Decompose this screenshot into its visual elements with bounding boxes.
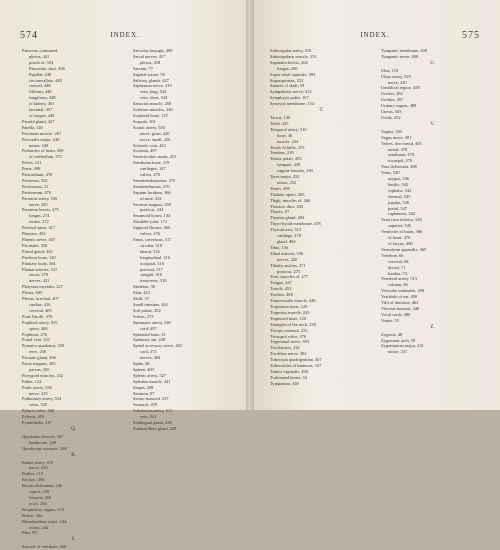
- index-entry: Tendons, 218: [270, 150, 294, 156]
- index-entry: Umbilical region, 458: [381, 85, 420, 91]
- index-subentry: plexus, 418: [140, 59, 161, 65]
- index-entry: Trigeminal nerve, 393: [270, 339, 309, 345]
- index-entry: Triangles of the neck, 238: [270, 321, 316, 327]
- index-entry: Vitreous humour, 446: [381, 305, 420, 311]
- index-subentry: filiform, 448: [29, 89, 52, 95]
- index-subentry: dorsal, 71: [388, 264, 406, 270]
- index-entry: Sacculus laryngis, 480: [133, 48, 173, 53]
- index-subentry: cartilages, 147: [140, 166, 166, 172]
- index-subentry: tympani, 449: [277, 162, 301, 168]
- index-entry: Scalenus muscles, 240: [133, 107, 173, 113]
- index-entry: Sclerotic coat, 442: [133, 142, 166, 148]
- index-entry: Parotid gland, 427: [22, 118, 55, 124]
- index-entry: Thigh, muscles of, 266: [270, 197, 311, 203]
- index-entry: Tarsus, 140: [270, 114, 291, 120]
- index-entry: Trapezoid bone, 120: [270, 315, 307, 321]
- index-subentry: straight, 316: [140, 272, 162, 278]
- index-letter-heading: Q.: [71, 427, 76, 432]
- index-entry: Peritoneum, 470: [22, 189, 52, 195]
- index-entry: Synovial membrane, 154: [270, 101, 315, 107]
- index-entry: Urinary organs, 489: [381, 103, 417, 109]
- index-entry: Spine, 66: [133, 361, 150, 367]
- index-entry: Pyloric valve, 460: [22, 408, 55, 414]
- index-subentry: longus, 274: [29, 213, 50, 219]
- index-entry: Subclavian artery, 511: [133, 408, 173, 414]
- index-subentry: cardiac, 416: [29, 301, 51, 307]
- index-entry: Plantar arteries, 537: [22, 266, 58, 272]
- index-entry: Subscapularis muscle, 251: [270, 53, 317, 59]
- index-entry: Plexus, brachial, 407: [22, 296, 59, 302]
- index-entry: Sterno-mastoid, 237: [133, 396, 169, 402]
- index-entry: Trapezium bone, 120: [270, 303, 308, 309]
- right-page: [250, 0, 500, 410]
- index-entry: Sciatic artery, 530: [133, 124, 165, 130]
- right-page-number: 575: [462, 30, 480, 41]
- index-subentry: vaginæ femoris, 269: [277, 168, 313, 174]
- index-subentry: lateral, 316: [140, 248, 160, 254]
- index-entry: Pineal gland, 365: [22, 248, 53, 254]
- index-entry: Popliteus, 276: [22, 331, 48, 337]
- index-subentry: valves, 478: [140, 172, 160, 178]
- index-subentry: jugular, 540: [388, 199, 410, 205]
- index-entry: Vestibule of ear, 450: [381, 294, 418, 300]
- index-subentry: lumbar, 74: [388, 270, 407, 276]
- index-entry: Platysma myoides, 227: [22, 284, 63, 290]
- index-subentry: occipital, 316: [140, 260, 164, 266]
- index-entry: Sigmoid flexure, 466: [133, 225, 171, 231]
- index-entry: Portal vein, 331: [22, 337, 50, 343]
- index-subentry: longitudinal, 316: [140, 254, 171, 260]
- index-entry: Vagus nerve, 401: [381, 134, 412, 140]
- index-entry: Trapezius muscle, 243: [270, 309, 310, 315]
- left-running-head: [20, 30, 230, 42]
- index-subentry: of kidney, 461: [29, 101, 55, 107]
- left-running-title: INDEX.: [110, 31, 140, 39]
- right-column-2: [381, 48, 484, 396]
- index-entry: Uvula, 452: [381, 114, 401, 120]
- index-entry: Zygomatic arch, 59: [381, 337, 416, 343]
- index-entry: Ureters, 494: [381, 91, 403, 97]
- index-entry: Splenius muscle, 241: [133, 378, 171, 384]
- index-letter-heading: Z.: [430, 324, 435, 330]
- index-subentry: circular, 318: [140, 242, 163, 248]
- index-entry: Turbinated bones, 54: [270, 374, 308, 380]
- index-entry: Sacrum, 77: [133, 65, 153, 71]
- index-subentry: capitis, 239: [29, 489, 50, 495]
- index-entry: Perineum, 502: [22, 177, 48, 183]
- index-entry: Submaxillary gland, 428: [133, 426, 177, 431]
- index-subentry: of tongue, 448: [29, 112, 55, 118]
- index-entry: Peroneal artery, 536: [22, 195, 58, 201]
- index-subentry: superior, 545: [388, 223, 411, 229]
- index-entry: Vermiform appendix, 465: [381, 246, 427, 252]
- index-entry: Veins, 539: [381, 170, 400, 176]
- index-subentry: basilic, 542: [388, 181, 409, 187]
- index-entry: Pharynx, 453: [22, 231, 46, 237]
- index-entry: Peroneus brevis, 275: [22, 207, 59, 213]
- index-subentry: posticus, 244: [140, 207, 164, 213]
- index-entry: Supra-renal capsules, 493: [270, 71, 316, 77]
- index-entry: Petrosal sinus, 317: [22, 225, 56, 231]
- index-subentry: plexus, 441: [29, 53, 50, 59]
- index-subentry: semilunar, 478: [388, 152, 414, 158]
- index-subentry: saphenous, 544: [388, 211, 416, 217]
- index-entry: Zygoma, 48: [381, 331, 403, 337]
- index-entry: Pterygoid muscles, 232: [22, 372, 64, 378]
- index-entry: Symphysis pubis, 167: [270, 95, 309, 101]
- index-subentry: cord, 497: [140, 325, 157, 331]
- index-subentry: minor, 252: [277, 179, 297, 185]
- index-entry: Pyramidalis, 247: [22, 420, 52, 426]
- index-entry: Popliteal artery, 535: [22, 319, 58, 325]
- index-subentry: muscle, 232: [277, 138, 299, 144]
- index-entry: Pulmonary artery, 524: [22, 396, 62, 402]
- index-entry: Rectus abdominis, 246: [22, 483, 63, 489]
- left-column-2: [133, 48, 236, 431]
- index-entry: Subscapular artery, 516: [270, 48, 312, 53]
- index-subentry: minor, 244: [29, 524, 49, 530]
- index-entry: Pons Varolii, 370: [22, 313, 53, 319]
- index-entry: Pleura, 483: [22, 290, 42, 296]
- index-subentry: nerve, 419: [29, 390, 48, 396]
- index-entry: Radius, 113: [22, 471, 43, 477]
- index-entry: Prostate gland, 496: [22, 355, 56, 361]
- index-entry: Pituitary body, 364: [22, 260, 56, 266]
- index-subentry: vein, short, 544: [140, 95, 168, 101]
- index-entry: Temporal artery, 510: [270, 126, 307, 132]
- index-entry: Tympanum, 449: [270, 380, 299, 386]
- index-entry: Thymus gland, 484: [270, 215, 305, 221]
- index-subentry: cervical, 405: [29, 307, 52, 313]
- index-entry: Saccule of vestibule, 450: [22, 544, 67, 550]
- index-entry: Sartorius muscle, 268: [133, 101, 172, 107]
- index-entry: Scapula, 101: [133, 118, 156, 124]
- index-entry: Tongue, 447: [270, 280, 292, 286]
- index-subentry: tertius, 272: [29, 219, 49, 225]
- index-subentry: parvus, 265: [29, 366, 50, 372]
- index-subentry: transverse, 318: [140, 278, 167, 284]
- index-subentry: Papillæ, 448: [29, 71, 51, 77]
- index-subentry: minor, 249: [29, 142, 49, 148]
- index-entry: Spinal accessory nerve, 402: [133, 343, 183, 349]
- index-subentry: lacrimal, 457: [29, 107, 53, 113]
- index-subentry: minor, 231: [388, 349, 408, 355]
- index-entry: Pisiform bone, 120: [22, 254, 56, 260]
- index-entry: Testes, 498: [270, 185, 290, 191]
- index-entry: Vocal cords, 480: [381, 311, 411, 317]
- index-letter-heading: S.: [71, 537, 76, 543]
- index-entry: Vertebral artery, 513: [381, 276, 417, 282]
- left-page-number: 574: [20, 30, 38, 41]
- index-entry: Soft palate, 452: [133, 307, 161, 313]
- index-subentry: longus, 260: [277, 65, 298, 71]
- index-entry: Patella, 140: [22, 124, 43, 130]
- index-entry: Urethra, 497: [381, 97, 404, 103]
- index-entry: Uterus, 503: [381, 109, 402, 115]
- index-entry: Tricuspid valve, 476: [270, 333, 307, 339]
- index-subentry: nerves, 404: [140, 355, 161, 361]
- book-gutter: [246, 0, 254, 410]
- index-entry: Soleus, 273: [133, 313, 154, 319]
- index-entry: Sacral nerves, 417: [133, 53, 166, 59]
- index-letter-heading: U.: [430, 60, 435, 66]
- index-entry: Sinus, cavernous, 317: [133, 237, 172, 242]
- index-entry: Semicircular canals, 451: [133, 154, 177, 160]
- index-entry: Sesamoid bones, 144: [133, 213, 171, 219]
- right-running-title: INDEX.: [360, 31, 390, 39]
- index-subentry: space, 268: [29, 325, 48, 331]
- index-entry: Supraspinatus, 252: [270, 77, 304, 83]
- index-entry: Pelvis, 121: [22, 160, 42, 166]
- index-subentry: cord, 373: [140, 349, 157, 355]
- index-entry: Psoas magnus, 265: [22, 361, 56, 367]
- index-entry: Pronator quadratus, 259: [22, 343, 65, 349]
- index-subentry: mitral, 478: [388, 146, 408, 152]
- index-entry: Trochanters, 132: [270, 345, 300, 351]
- index-entry: Sutures of skull, 59: [270, 83, 305, 89]
- index-subentry: of nose, 432: [140, 195, 162, 201]
- index-entry: Toes, muscles of, 277: [270, 274, 309, 280]
- index-subentry: femoris, 269: [29, 494, 52, 500]
- index-entry: Vertebræ, 66: [381, 252, 404, 258]
- index-entry: Sympathetic nerve, 414: [270, 89, 312, 95]
- index-subentry: cephalic, 542: [388, 187, 412, 193]
- index-entry: Skull, 37: [133, 296, 149, 302]
- right-index-columns: [270, 48, 484, 396]
- index-subentry: nerve, 410: [388, 79, 407, 85]
- index-entry: Saphenous nerve, 419: [133, 83, 172, 89]
- index-entry: Phrenic nerve, 407: [22, 237, 56, 242]
- index-entry: Vagina, 503: [381, 128, 402, 134]
- index-entry: Trochlear nerve, 392: [270, 351, 307, 357]
- index-subentry: cartilage, 478: [277, 233, 301, 239]
- index-letter-heading: R.: [71, 452, 76, 458]
- index-entry: Serratus magnus, 250: [133, 201, 171, 207]
- index-entry: Periosteum, 31: [22, 183, 49, 189]
- index-subentry: nerve, 410: [29, 465, 48, 471]
- index-entry: Supinator brevis, 262: [270, 59, 308, 65]
- index-entry: Tibial arteries, 536: [270, 250, 304, 256]
- index-entry: Sublingual gland, 428: [133, 420, 172, 426]
- index-entry: Teeth, 425: [270, 120, 289, 126]
- index-subentry: teres, 256: [29, 349, 47, 355]
- index-entry: Sagittal suture, 59: [133, 71, 165, 77]
- index-entry: Spermatic artery, 528: [133, 319, 171, 325]
- index-entry: Thorax, 87: [270, 209, 290, 215]
- index-entry: Transversalis muscle, 246: [270, 298, 316, 304]
- index-entry: Respiratory organs, 478: [22, 506, 64, 512]
- index-entry: Scaphoid bone, 119: [133, 112, 168, 118]
- index-entry: Septum lucidum, 366: [133, 189, 171, 195]
- index-subentry: nerves, 421: [29, 278, 50, 284]
- index-entry: Tympanic membrane, 449: [381, 48, 427, 53]
- index-subentry: circumvallate, 448: [29, 77, 62, 83]
- index-entry: Retina, 444: [22, 512, 43, 518]
- index-subentry: petrosal, 317: [140, 266, 163, 272]
- index-entry: Thalami optici, 365: [270, 191, 305, 197]
- left-column-1: [22, 48, 125, 550]
- index-entry: Pectineus muscle, 267: [22, 130, 62, 136]
- index-entry: Teres major, 252: [270, 174, 300, 180]
- index-subentry: vein, long, 544: [140, 89, 167, 95]
- index-subentry: of heart, 476: [388, 235, 411, 241]
- index-subentry: fungiform, 448: [29, 95, 56, 101]
- index-entry: Skeleton, 30: [133, 284, 155, 290]
- index-subentry: oculi, 236: [29, 500, 47, 506]
- index-subentry: nerve, 420: [29, 201, 48, 207]
- index-entry: Rhomboideus major, 244: [22, 518, 67, 524]
- index-entry: Ribs, 89: [22, 530, 37, 536]
- index-entry: Tendo Achillis, 273: [270, 144, 305, 150]
- index-entry: Splenic artery, 527: [133, 372, 166, 378]
- index-entry: Tunica vaginalis, 498: [270, 368, 308, 374]
- index-entry: Valves, ileo-cæcal, 465: [381, 140, 422, 146]
- index-entry: Pia mater, 358: [22, 242, 48, 248]
- index-entry: Semilunar bone, 119: [133, 160, 170, 166]
- index-entry: Ventricles of brain, 366: [381, 229, 423, 235]
- index-entry: Pylorus, 459: [22, 414, 45, 420]
- right-running-head: [270, 30, 480, 42]
- index-letter-heading: T.: [319, 108, 324, 114]
- index-entry: Tonsils, 453: [270, 286, 292, 292]
- index-subentry: vein, 541: [140, 414, 157, 420]
- index-subentry: femoral, 545: [388, 193, 411, 199]
- index-entry: Thyro-hyoid membrane, 478: [270, 221, 321, 227]
- index-subentry: nerves, 420: [277, 256, 298, 262]
- index-entry: Triceps extensor, 255: [270, 327, 308, 333]
- index-entry: Quadriceps extensor, 268: [22, 445, 67, 451]
- index-subentry: veins, 545: [29, 402, 48, 408]
- index-subentry: of cerebellum, 371: [29, 154, 63, 160]
- index-subentry: gland, 484: [277, 239, 296, 244]
- index-entry: Pericardium, 470: [22, 172, 53, 178]
- index-entry: Pancreas–continued.: [22, 48, 59, 53]
- index-entry: Semitendinosus, 270: [133, 183, 170, 189]
- index-subentry: Pancreatic duct, 406: [29, 65, 65, 71]
- index-subentry: lumborum, 248: [29, 439, 57, 445]
- index-entry: Penis, 498: [22, 166, 41, 172]
- index-subentry: azygos, 546: [388, 176, 409, 182]
- index-entry: Shoulder-joint, 172: [133, 219, 168, 225]
- index-subentry: cervical, 68: [388, 258, 409, 264]
- index-entry: Tensor palati, 453: [270, 156, 302, 162]
- index-entry: Sternum, 87: [133, 390, 155, 396]
- index-entry: Scrotum, 497: [133, 148, 157, 154]
- index-entry: Vesiculæ seminales, 498: [381, 288, 425, 294]
- index-entry: Peduncles of brain, 369: [22, 148, 64, 154]
- index-subentry: tricuspid, 476: [388, 158, 413, 164]
- index-entry: Pectoralis major, 249: [22, 136, 60, 142]
- index-entry: Ulna, 110: [381, 67, 399, 73]
- index-entry: Stomach, 459: [133, 402, 158, 408]
- index-entry: Pubes, 124: [22, 378, 42, 384]
- index-subentry: portal, 547: [388, 205, 408, 211]
- index-entry: Tubercula quadrigemina, 367: [270, 357, 322, 363]
- index-subentry: nerve, small, 420: [140, 136, 171, 142]
- index-entry: Thyroid axis, 513: [270, 227, 302, 233]
- index-subentry: bone, 46: [277, 132, 293, 138]
- index-letter-heading: V.: [430, 121, 435, 127]
- index-entry: Radial artery, 519: [22, 459, 54, 465]
- index-entry: Villi of intestine, 463: [381, 300, 419, 306]
- index-subentry: pouch of, 504: [29, 59, 54, 65]
- index-entry: Tuberosities of humerus, 107: [270, 363, 322, 369]
- index-subentry: fascia, 279: [29, 272, 49, 278]
- index-entry: Sphincter ani, 248: [133, 337, 166, 343]
- index-entry: Salivary glands, 427: [133, 77, 169, 83]
- index-subentry: conical, 448: [29, 83, 51, 89]
- index-subentry: posticus, 275: [277, 268, 301, 274]
- index-subentry: valves, 476: [140, 231, 160, 237]
- index-entry: Vena cava inferior, 546: [381, 217, 422, 223]
- index-entry: Ulnar artery, 520: [381, 73, 411, 79]
- index-entry: Vasa deferentia, 498: [381, 164, 417, 170]
- index-subentry: nerve, great, 420: [140, 130, 170, 136]
- index-entry: Skin, 423: [133, 290, 150, 296]
- index-entry: Zygomaticus major, 231: [381, 343, 424, 349]
- index-entry: Small intestine, 462: [133, 301, 169, 307]
- index-entry: Tibialis anticus, 271: [270, 262, 306, 268]
- right-column-1: [270, 48, 373, 396]
- index-subentry: column, 66: [388, 282, 408, 288]
- index-entry: Vomer, 55: [381, 317, 400, 323]
- index-entry: Sphenoid bone, 41: [133, 331, 166, 337]
- left-index-columns: [22, 48, 236, 550]
- index-entry: Spleen, 469: [133, 366, 154, 372]
- index-entry: Tibia, 136: [270, 244, 288, 250]
- index-entry: Stapes, 449: [133, 384, 154, 390]
- index-entry: Tympanic nerve, 400: [381, 53, 419, 59]
- index-entry: Thoracic duct, 549: [270, 203, 304, 209]
- index-entry: Pudic artery, 530: [22, 384, 52, 390]
- index-entry: Rectum, 466: [22, 477, 45, 483]
- index-subentry: of larynx, 480: [388, 241, 413, 246]
- index-entry: Semimembranosus, 270: [133, 177, 176, 183]
- index-entry: Quadratus femoris, 267: [22, 433, 64, 439]
- index-entry: Trachea, 480: [270, 292, 293, 298]
